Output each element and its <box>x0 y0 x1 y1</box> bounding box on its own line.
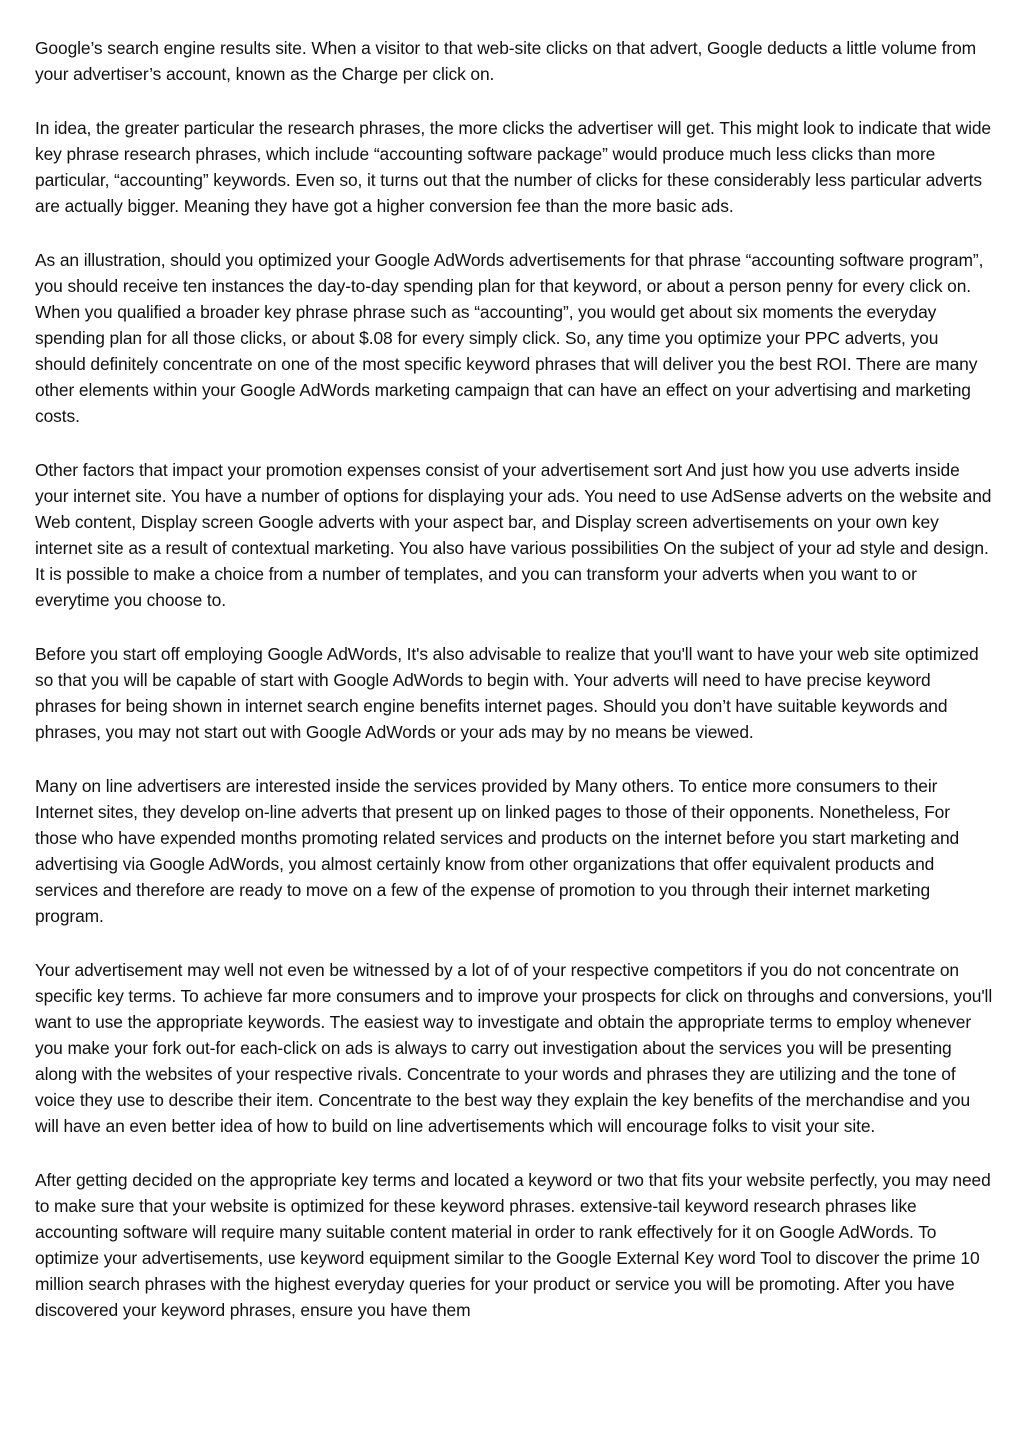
document-body <box>35 36 993 1352</box>
paragraph-8: After getting decided on the appropriate key terms and located a keyword or two that fits your website perfectly, you may need to make sure that your website is optimized for these keyword phrases. extensive-tail keyword research phrases like accounting software will require many suitable content material in order to rank effectively for it on Google AdWords. To optimize your advertisements, use keyword equipment similar to the Google External Key word Tool to discover the prime 10 million search phrases with the highest everyday queries for your product or service you will be promoting. After you have discovered your keyword phrases, ensure you have them <box>35 1170 991 1320</box>
paragraph-7: Your advertisement may well not even be witnessed by a lot of of your respective competitors if you do not concentrate on specific key terms. To achieve far more consumers and to improve your prospects for click on throughs and conversions, you'll want to use the appropriate keywords. The easiest way to investigate and obtain the appropriate terms to employ whenever you make your fork out-for each-click on ads is always to carry out investigation about the services you will be presenting along with the websites of your respective rivals. Concentrate to your words and phrases they are utilizing and the tone of voice they use to describe their item. Concentrate to the best way they explain the key benefits of the merchandise and you will have an even better idea of how to build on line advertisements which will encourage folks to visit your site. <box>35 960 993 1136</box>
paragraph-2: In idea, the greater particular the research phrases, the more clicks the advertiser will get. This might look to indicate that wide key phrase research phrases, which include “accounting software package” would produce much less clicks than more particular, “accounting” keywords. Even so, it turns out that the number of clicks for these considerably less particular adverts are actually bigger. Meaning they have got a higher conversion fee than the more basic ads. <box>35 118 991 217</box>
paragraph-3: As an illustration, should you optimized your Google AdWords advertisements for that phrase “accounting software program”, you should receive ten instances the day-to-day spending plan for that keyword, or about a person penny for every click on. When you qualified a broader key phrase phrase such as “accounting”, you would get about six moments the everyday spending plan for all those clicks, or about $.08 for every simply click. So, any time you optimize your PPC adverts, you should definitely concentrate on one of the most specific keyword phrases that will deliver you the best ROI. There are many other elements within your Google AdWords marketing campaign that can have an effect on your advertising and marketing costs. <box>35 250 984 426</box>
paragraph-6: Many on line advertisers are interested inside the services provided by Many others. To entice more consumers to their Internet sites, they develop on-line adverts that present up on linked pages to those of their opponents. Nonetheless, For those who have expended months promoting related services and products on the internet before you start marketing and advertising via Google AdWords, you almost certainly know from other organizations that offer equivalent products and services and therefore are ready to move on a few of the expense of promotion to you through their internet marketing program. <box>35 776 960 926</box>
paragraph-1: Google’s search engine results site. When a visitor to that web-site clicks on that advert, Google deducts a little volume from your advertiser’s account, known as the Charge per click on. <box>35 38 977 84</box>
paragraph-4: Other factors that impact your promotion expenses consist of your advertisement sort And just how you use adverts inside your internet site. You have a number of options for displaying your ads. You need to use AdSense adverts on the website and Web content, Display screen Google adverts with your aspect bar, and Display screen advertisements on your own key internet site as a result of contextual marketing. You also have various possibilities On the subject of your ad style and design. It is possible to make a choice from a number of templates, and you can transform your adverts when you want to or everytime you choose to. <box>35 460 992 610</box>
paragraph-5: Before you start off employing Google AdWords, It's also advisable to realize that you'll want to have your web site optimized so that you will be capable of start with Google AdWords to begin with. Your adverts will need to have precise keyword phrases for being shown in internet search engine benefits internet pages. Should you don’t have suitable keywords and phrases, you may not start out with Google AdWords or your ads may by no means be viewed. <box>35 644 979 742</box>
